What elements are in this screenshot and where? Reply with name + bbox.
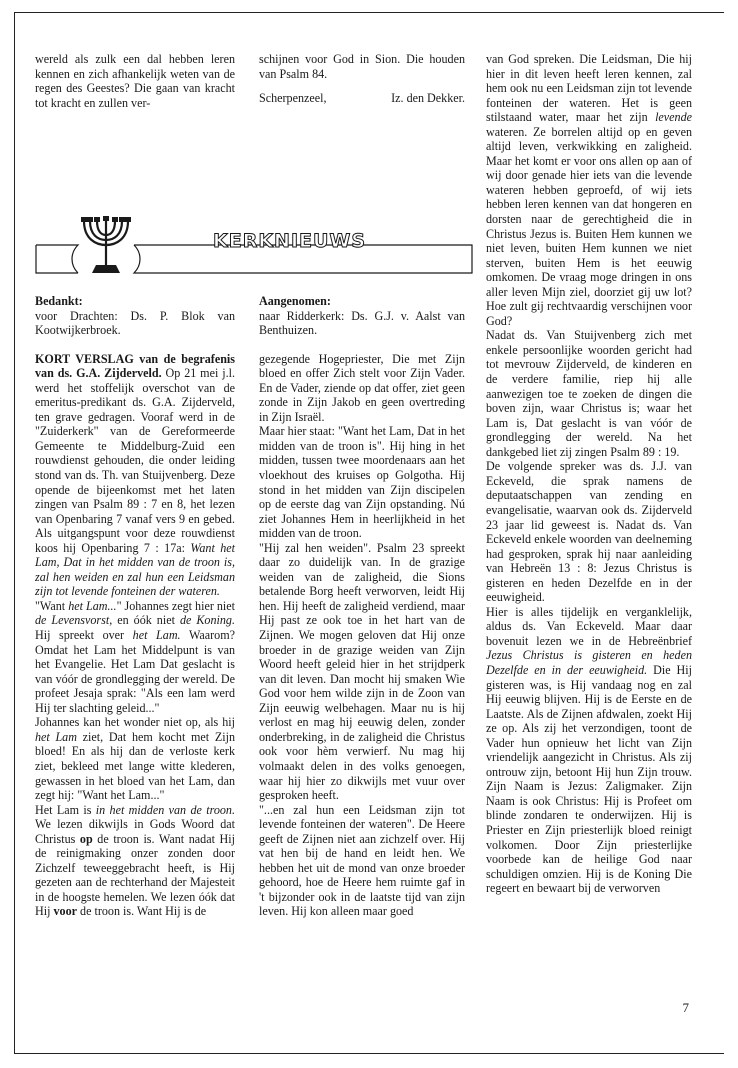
verslag-paragraph: KORT VERSLAG van de begrafenis van ds. G.A. Zijderveld. Op 21 mei j.l. werd het stoffelijk overschot van de emeritus-predikant ds. G.A. Zijderveld, ten grave gedragen. Vooraf werd in de "Zuiderkerk" van de Gereformeerde Gemeente te Middelburg-Zuid een rouwdienst gehouden, die onder leiding stond van ds. Th. van Stuijvenberg. Deze opende de bijeenkomst met het laten zingen van Psalm 89 : 7 en 8, het lezen van Openbaring 7 vanaf vers 9 en gebed. Als uitgangspunt voor deze rouwdienst koos hij Openbaring 7 : 17a: Want het Lam, Dat in het midden van de troon is, zal hen weiden en zal hun een Leidsman zijn tot levende fonteinen der wateren. (35, 351, 236, 599)
page-number: 7 (682, 1000, 689, 1015)
verslag-paragraph: "Want het Lam..." Johannes zegt hier niet de Levensvorst, en óók niet de Koning. Hij spreekt over het Lam. Waarom? Omdat het Lam het Middelpunt is van het Evangelie. Het Lam Dat geslacht is van vóór de grondlegging der wereld. De profeet Jesaja sprak: "Als een lam werd Hij ter slachting geleid..." (35, 598, 236, 715)
menorah-icon (84, 219, 128, 265)
verslag-paragraph: Johannes kan het wonder niet op, als hij het Lam ziet, Dat hem kocht met Zijn bloed! En als hij dan de verloste kerk ziet, bekleed met lange witte klederen, gewassen in het bloed van het Lam, dan zegt hij: "Want het Lam..." (35, 715, 235, 803)
body-paragraph: van God spreken. Die Leidsman, Die hij hier in dit leven heeft leren kennen, zal hem ook nu een Leidsman zijn tot levende fonteinen der wateren. Het is geen stilstaand water, maar het zijn levende wateren. Ze borrelen altijd op en geven altijd leven, verkwikking en zaligheid. Maar het komt er voor ons allen op aan of wij door genade hier iets van die levende wateren hebben geproefd, of wij iets hebben leren kennen van dat hongeren en dorsten naar de gerechtigheid die in Christus Jezus is. Buiten Hem kunnen we niet leven, buiten Hem kunnen we niet sterven, buiten Hem is het eeuwig omkomen. De vraag moge dringen in ons aller leven Mijn ziel, doorziet gij uw lot? Hoe zult gij rechtvaardig verschijnen voor God? (486, 52, 692, 328)
verslag-quote: Want het Lam, Dat in het midden van de troon is, zal hen weiden en zal hun een Leidsman zijn tot levende fonteinen der wateren. (35, 540, 236, 599)
column-2-body (259, 294, 465, 919)
body-paragraph: "Hij zal hen weiden". Psalm 23 spreekt daar zo duidelijk van. In de grazige weiden van de zaligheid, die Sions betalende Borg heeft verworven, leidt Hij hen. Hij heeft de zaligheid verdiend, maar Hij past ze ook toe in het hart van de Zijnen. We mogen geloven dat Hij onze broeder in de grazige weiden van Zijn Woord heeft geleid hier in het strijdperk van dit leven. Dan mocht hij smaken Wie God voor hem wilde zijn in de Zoon van Zijn eeuwig welbehagen. Maar nu is hij verlost en mag hij eeuwig delen, zonder onderbreking, in de zaligheid die Christus ook voor hèm verwierf. Nu mag hij volmaakt delen in des volks genoegen, waar hij hier zo dikwijls met vuur over gesproken heeft. (259, 540, 465, 803)
column-1-body (35, 294, 235, 919)
continuation-text: wereld als zulk een dal hebben leren kennen en zich afhankelijk weten van de regen des Geestes? Die gaan van kracht tot kracht en zullen ver- (35, 52, 235, 110)
body-paragraph: gezegende Hogepriester, Die met Zijn bloed en offer Zich stelt voor Zijn Vader. En de Vader, ziende op dat offer, ziet geen zonde in Zijn Jakob en geen overtreding in Zijn Israël. (259, 351, 465, 424)
verslag-paragraph: Het Lam is in het midden van de troon. We lezen dikwijls in Gods Woord dat Christus op de troon is. Want nadat Hij de reinigmaking onzer zonden door Zichzelf teweeggebracht heeft, is Hij gezeten aan de rechterhand der Majesteit in de hoogste hemelen. We lezen óók dat Hij voor de troon is. Want Hij is de (35, 802, 235, 919)
aangenomen-text: naar Ridderkerk: Ds. G.J. v. Aalst van Benthuizen. (259, 308, 465, 338)
left-border (14, 12, 15, 1054)
bottom-border (14, 1053, 724, 1054)
signature-place: Scherpenzeel, (259, 91, 327, 106)
column-3-body (486, 52, 692, 896)
verslag-heading: KORT VERSLAG van de begrafenis van ds. G.A. Zijderveld. (35, 351, 235, 381)
bedankt-text: voor Drachten: Ds. P. Blok van Kootwijkerbroek. (35, 308, 235, 338)
top-border (14, 12, 724, 13)
aangenomen-heading: Aangenomen: (259, 294, 331, 308)
body-paragraph: "...en zal hun een Leidsman zijn tot levende fonteinen der wateren". De Heere geeft de Zijnen niet aan zichzelf over. Hij vat hen bij de hand en leidt hen. We hebben het uit de mond van onze broeder gehoord, hoe de Heere hem ruimte gaf in 't bijzonder ook in de laatste tijd van zijn leven. Hij kon alleen maar goed (259, 802, 465, 919)
section-title: KERKNIEUWS (213, 230, 367, 252)
signature (259, 91, 465, 106)
column-1-continuation (35, 52, 235, 110)
body-paragraph: Hier is alles tijdelijk en verganklelijk, aldus ds. Van Eckeveld. Maar daar bovenuit lezen we in de Hebreënbrief Jezus Christus is gisteren en heden Dezelfde en in der eeuwigheid. Die Hij gisteren was, is Hij vandaag nog en zal Hij eeuwig blijven. Hij is de Eerste en de Laatste. Als de Zijnen afdwalen, zoekt Hij ze op. Als zij het verzondigen, toont de Vader hun opnieuw het licht van Zijn vriendelijk aangezicht in Christus. Als zij ontrouw zijn, betoont Hij hun Zijn trouw. Zijn Naam is Jezus: Zaligmaker. Zijn Naam is ook Christus: Hij is Profeet om blinde zondaren te onderwijzen. Hij is Priester en Zijn priesterlijk bloed reinigt volkomen. Door Zijn priesterlijke voorbede kan de heilige God naar schuldigen omzien. Hij is de Koning Die regeert en bewaart bij de verworven (486, 604, 692, 896)
continuation-text: schijnen voor God in Sion. Die houden van Psalm 84. (259, 52, 465, 81)
body-paragraph: Nadat ds. Van Stuijvenberg zich met enkele persoonlijke woorden gericht had tot mevrouw Zijderveld, de kinderen en de verdere familie, riep hij alle aanwezigen toe te zoeken de dingen die boven zijn, waar Christus is; waar het Lam is, Dat geslacht is van vóór de grondlegging der wereld. Na het dankgebed liet zij zingen Psalm 89 : 19. (486, 328, 692, 459)
bedankt-heading: Bedankt: (35, 294, 83, 308)
column-2-continuation (259, 52, 465, 106)
body-paragraph: Maar hier staat: "Want het Lam, Dat in het midden van de troon is". Hij hing in het midden, tussen twee moordenaars aan het vloekhout des kruises op Golgotha. Hij stond in het midden van Zijn discipelen op de eerste dag van Zijn opstanding. Nú ziet Johannes Hem in heerlijkheid in het midden van de troon. (259, 424, 465, 541)
signature-author: Iz. den Dekker. (391, 91, 465, 106)
body-paragraph: De volgende spreker was ds. J.J. van Eckeveld, die sprak namens de deputaatschappen van zending en evangelisatie, waarvan ook ds. Zijderveld 23 jaar lid geweest is. Nadat ds. Van Eckeveld enkele woorden van deelneming had gesproken, sprak hij naar aanleiding van Hebreën 13 : 8: Jezus Christus is gisteren en heden Dezelfde en in der eeuwigheid. (486, 459, 692, 605)
